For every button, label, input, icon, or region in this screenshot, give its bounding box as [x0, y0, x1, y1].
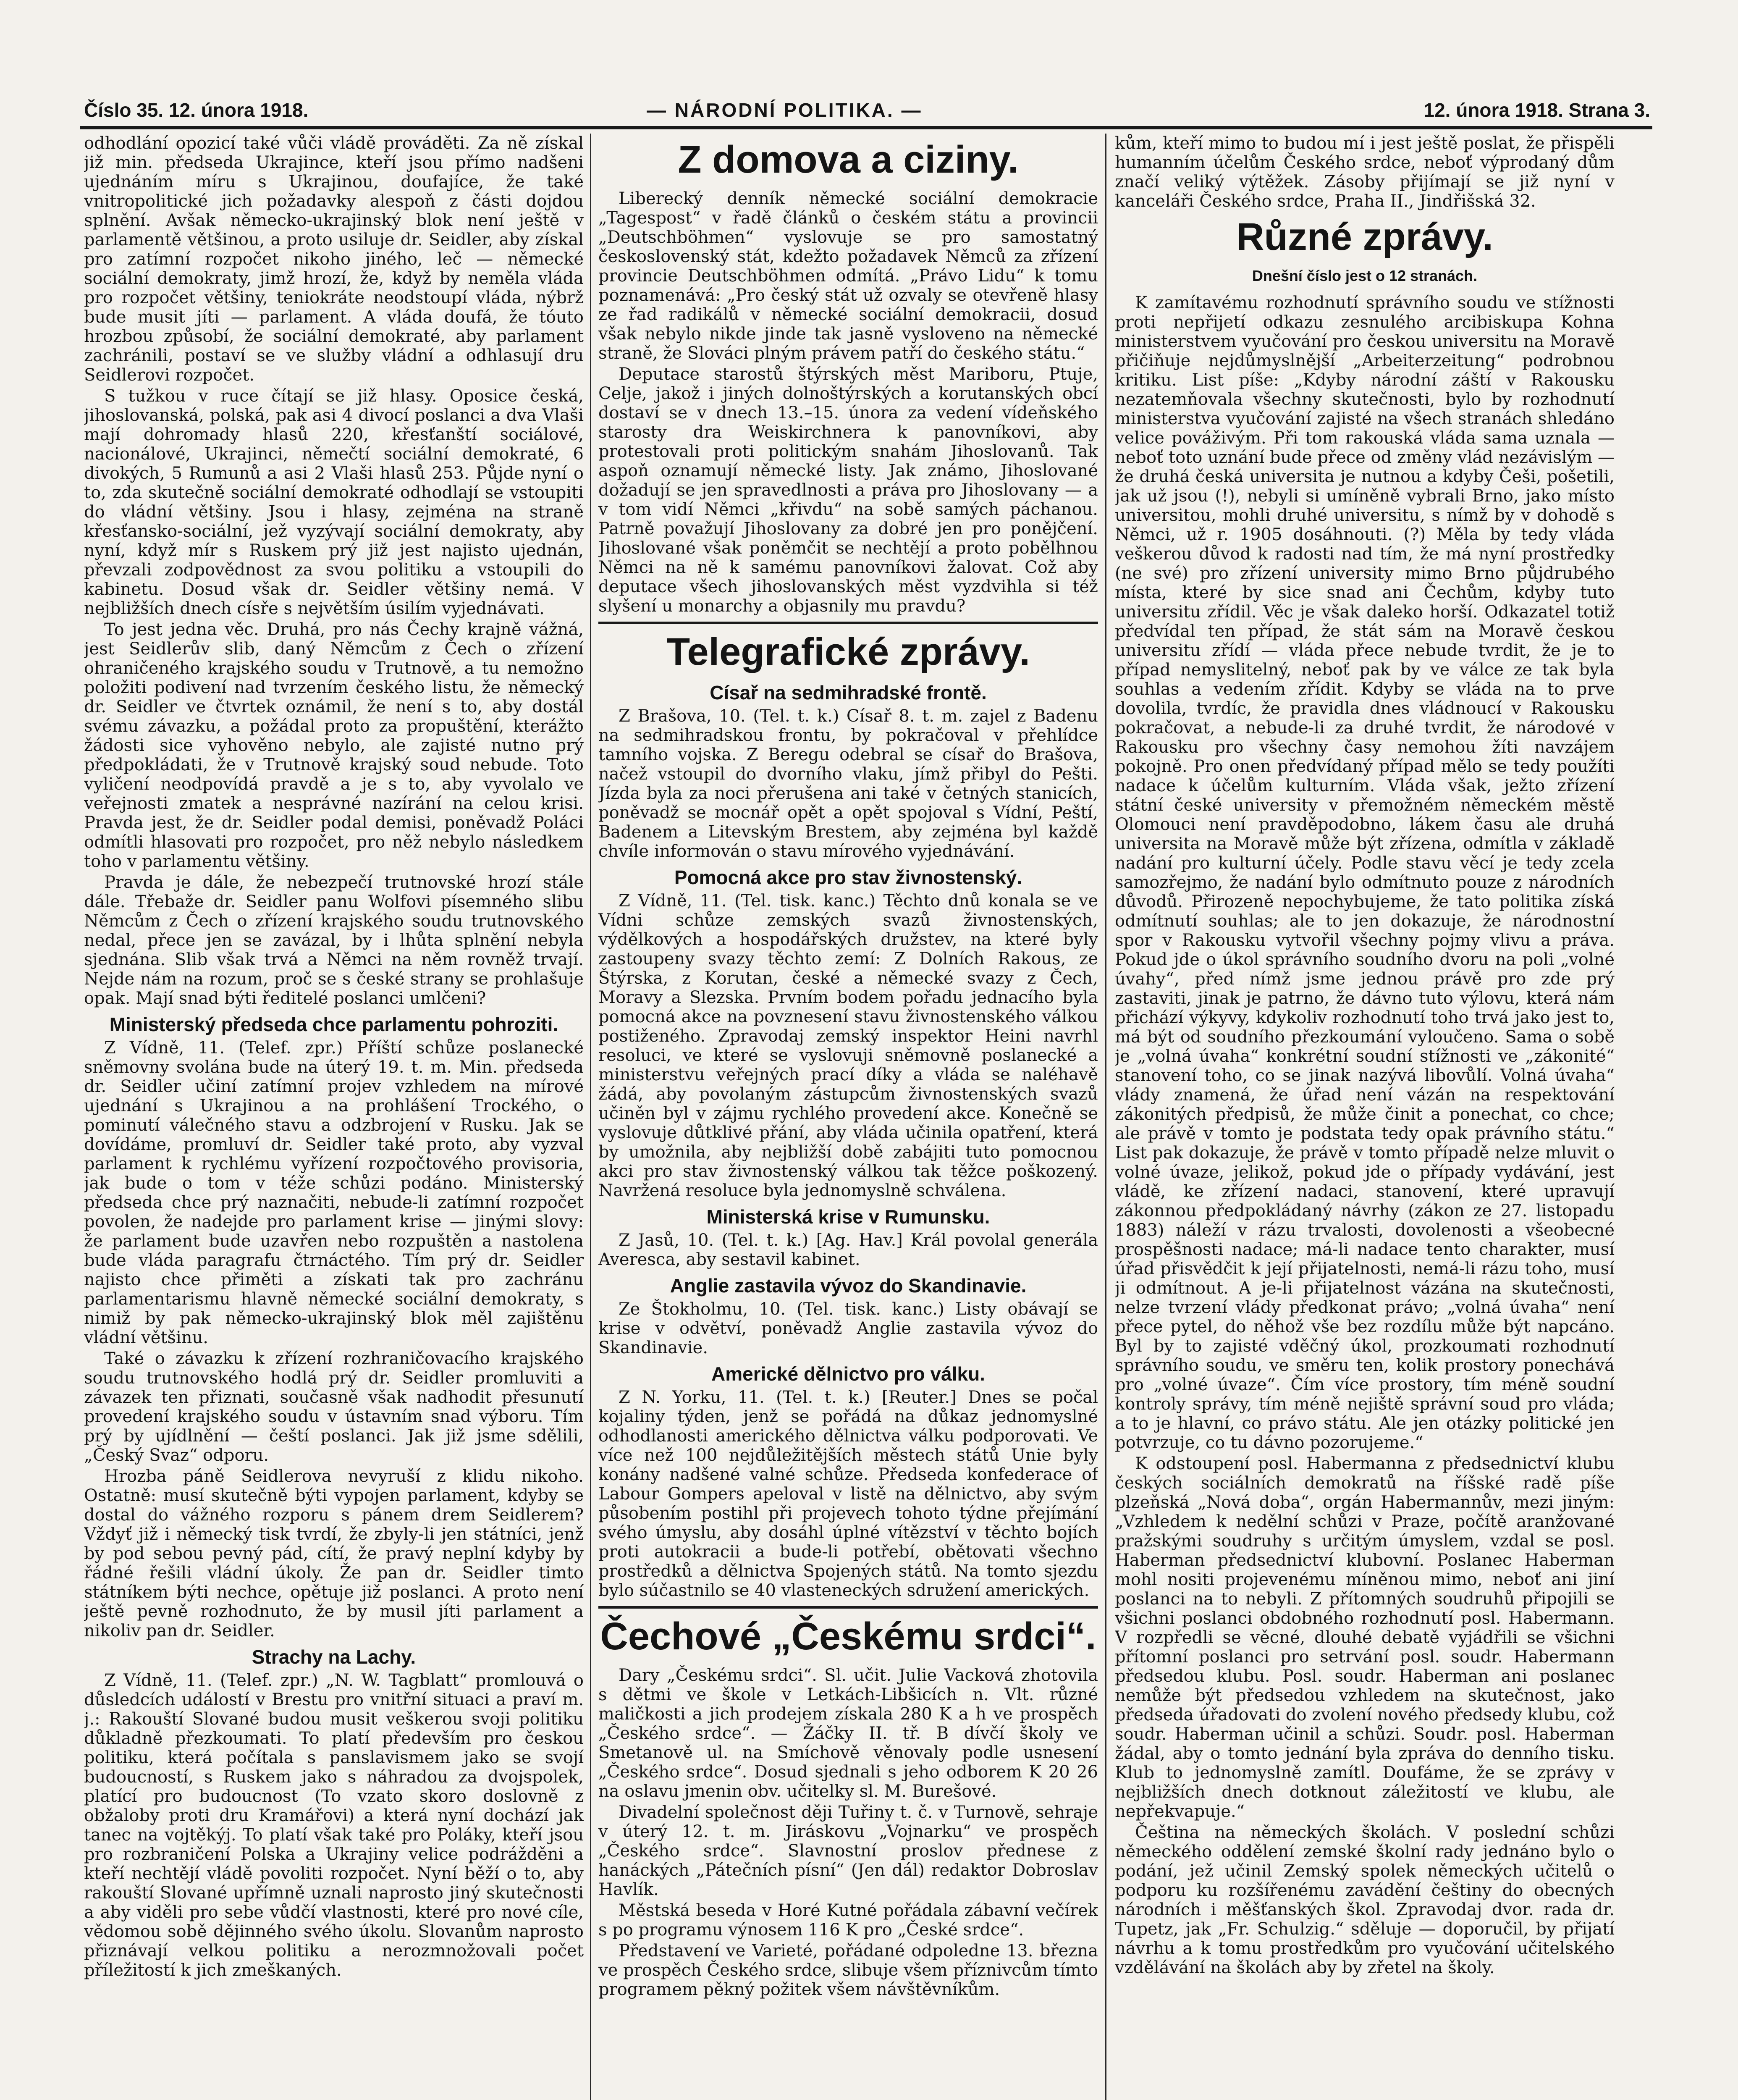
- section-title: Různé zprávy.: [1236, 215, 1493, 258]
- section-title: Z domova a ciziny.: [678, 138, 1019, 181]
- paragraph: Dary „Českému srdci“. Sl. učit. Julie Vacková zhotovila s dětmi ve škole v Letkách-Libšicích n. Vlt. různé maličkosti a jich prodejem získala 280 K a h ve prospěch „Českého srdce“. — Žáčky II. tř. B dívčí školy ve Smetanově ul. na Smíchově věnovaly podle usnesení „Českého srdce“. Dosud sjednali s jeho odborem K 20 26 na oslavu jmenin obv. učitelky sl. M. Burešové.: [598, 1666, 1098, 1801]
- column-2: [598, 134, 1098, 2100]
- column-divider: [590, 134, 591, 2100]
- paragraph: K odstoupení posl. Habermanna z předsednictví klubu českých sociálních demokratů na říšské radě píše plzeňská „Nová doba“, orgán Habermannův, mezi jiným: „Vzhledem k nedělní schůzi v Praze, počítě aranžované pražskými soudruhy s určitým úmyslem, vzdal se posl. Haberman předsednictví klubovní. Poslanec Haberman mohl nositi projevenému míněnou mimo, neboť ani jiní poslanci na to nebyli. Z přítomných soudruhů připojili se všichni poslanci obdobného rozhodnutí posl. Habermann. V rozpředli se věcné, dlouhé debatě vyjádřili se všichni přítomní poslanci pro setrvání posl. soudr. Habermann předsedou klubu. Posl. soudr. Haberman ani poslanec nemůže být předsedou vzhledem na skutečnost, jako předseda úřadovati do zvolení nového předsedy klubu, což soudr. Haberman učinil a schůzi. Soudr. posl. Haberman žádal, aby o tomto jednání byla zpráva do denního tisku. Klub to jednomyslně zamítl. Doufáme, že se zprávy v nejbližších dnech dotknout záležitostí ve klubu, ale nepřekvapuje.“: [1115, 1454, 1615, 1821]
- paragraph: Představení ve Varieté, pořádané odpoledne 13. března ve prospěch Českého srdce, slibuje všem příznivcům tímto programem pěkný požitek všem návštěvníkům.: [598, 1941, 1098, 1999]
- paragraph: To jest jedna věc. Druhá, pro nás Čechy krajně vážná, jest Seidlerův slib, daný Němcům z Čech o zřízení ohraničeného krajského soudu v Trutnově, a tu nemožno položiti podivení nad tvrzením českého listu, že německý dr. Seidler ve čtvrtek oznámil, že není s to, aby dostál svému závazku, a požádal proto za propuštění, kterážto žádosti sice vyhověno nebylo, ale zajisté nutno prý předpokládati, že v Trutnově krajský soud nebude. Toto vyličení neodpovídá pravdě a je s to, aby vyvolalo ve veřejnosti zmatek a nesprávné nazírání na celou krisi. Pravda jest, že dr. Seidler podal demisi, poněvadž Poláci odmítli hlasovati pro rozpočet, pro něž nebylo následkem toho v parlamentu většiny.: [84, 620, 584, 871]
- paragraph: Ze Štokholmu, 10. (Tel. tisk. kanc.) Listy obávají se krise v odvětví, poněvadž Anglie zastavila vývoz do Skandinavie.: [598, 1299, 1098, 1357]
- section-rule: [598, 1606, 1098, 1609]
- paragraph: Hrozba páně Seidlerova nevyruší z klidu nikoho. Ostatně: musí skutečně býti vypojen parlament, kdyby se dostal do vážného rozporu s pánem drem Seidlerem? Vždyť již i německý tisk tvrdí, že zbyly-li jen státníci, jenž by pod sebou pevný pád, cítí, že pravý neplní kdyby by řádné řešili vládní úkoly. Že pan dr. Seidler timto státníkem býti nechce, opětuje již poslanci. A proto není ještě pevně rozhodnuto, že by musil jíti parlament a nikoliv pan dr. Seidler.: [84, 1467, 584, 1641]
- issue-note: Dnešní číslo jest o 12 stranách.: [1252, 267, 1478, 284]
- section-rule: [598, 622, 1098, 624]
- article-heading: Americké dělnictvo pro válku.: [711, 1363, 985, 1385]
- article-heading: Pomocná akce pro stav živnostenský.: [674, 866, 1022, 888]
- column-3: [1115, 134, 1615, 2100]
- paragraph: Čeština na německých školách. V poslední schůzi německého oddělení zemské školní rady jednáno bylo o podání, jež učinil Zemský spolek německých učitelů o podporu ku rozšířenému zavádění češtiny do obecných národních i měšťanských škol. Zpravodaj dvor. rada dr. Tupetz, jak „Fr. Schulzig.“ sděluje — doporučil, by přijatí návrhu a k tomu prostředkům pro vyučování učitelského vzdělávání na školách aby by zřetel na školy.: [1115, 1823, 1615, 1977]
- issue-info: Číslo 35. 12. února 1918.: [84, 99, 309, 121]
- paragraph: Z Vídně, 11. (Telef. zpr.) „N. W. Tagblatt“ promlouvá o důsledcích událostí v Brestu pro vnitřní situaci a praví m. j.: Rakouští Slované budou musit veškerou svoji politiku důkladně přezkoumati. To platí především pro českou politiku, která počítala s panslavismem jako se svojí budoucností, s Ruskem jako s náhradou za dvojspolek, platící pro budoucnost (To vzato skoro doslovně z obžaloby proti dru Kramářovi) a která nyní dochází jak tanec na vojtěkýj. To platí však také pro Poláky, kteří jsou pro rozbraničení Polska a Ukrajiny velice podrážděni a kteří nechtějí vládě povoliti rozpočet. Nyní běží o to, aby rakouští Slované upřímně uznali naprosto jiný skutečnosti a aby viděli pro sebe vůdčí vlastnosti, které pro nové cíle, vědomou sobě dějinného svého úkolu. Slovanům naprosto přiznávají velkou politiku a nerozmnožovali počet příležitostí k jich zmeškaných.: [84, 1671, 584, 1980]
- column-1: [84, 134, 584, 2100]
- paragraph: Z Jasů, 10. (Tel. t. k.) [Ag. Hav.] Král povolal generála Averesca, aby sestavil kabinet.: [598, 1231, 1098, 1269]
- paragraph: Liberecký denník německé sociální demokracie „Tagespost“ v řadě článků o českém státu a provincii „Deutschböhmen“ vyslovuje se pro samostatný československý stát, kdežto požadavek Němců za zřízení provincie Deutschböhmen odmítá. „Právo Lidu“ k tomu poznamenává: „Pro český stát už ozvaly se otevřeně hlasy ze řad radikálů v německé sociální demokracii, dosud však nebylo nikde jinde tak jasně vysloveno na německé straně, že Slováci plným právem patří do českého státu.“: [598, 189, 1098, 363]
- paragraph: Také o závazku k zřízení rozhraničovacího krajského soudu trutnovského hodlá prý dr. Seidler promluviti a závazek ten přiznati, současně však nadhodit přesunutí provedení krajského soudu v ústavním snad výboru. Tím prý by ujídlnění — čeští poslanci. Jak již jsme sdělili, „Český Svaz“ odporu.: [84, 1349, 584, 1465]
- article-heading: Strachy na Lachy.: [252, 1646, 416, 1668]
- paragraph: Z N. Yorku, 11. (Tel. t. k.) [Reuter.] Dnes se počal kojaliny týden, jenž se pořádá na důkaz jednomyslné odhodlanosti amerického dělnictva válku podporovati. Ve více než 100 nejdůležitějších městech států Unie byly konány nadšené valné schůze. Předseda konfederace of Labour Gompers apeloval v listě na dělnictvo, aby svým působením postihl při projevech tohoto týdne přejímání svého úmyslu, aby dosáhl úplné vítězství v těchto bojích proti autokracii a bude-li potřebí, obětovati všechno prostředků a dělnictva Spojených států. Na tomto sjezdu bylo súčastnilo se 40 vlasteneckých sdružení amerických.: [598, 1388, 1098, 1600]
- article-heading: Ministerská krise v Rumunsku.: [706, 1206, 990, 1228]
- masthead: — NÁRODNÍ POLITIKA. —: [647, 99, 923, 121]
- paragraph: Pravda je dále, že nebezpečí trutnovské hrozí stále dále. Třebaže dr. Seidler panu Wolfovi písemného slibu Němcům z Čech o zřízení krajského soudu trutnovského nedal, přece jen se zavázal, by i lhůta splnění nebyla sjednána. Slib však trvá a Němci na něm rovněž trvají. Nejde nám na rozum, proč se s české strany se prohlašuje opak. Mají snad býti ředitelé poslanci umlčeni?: [84, 873, 584, 1008]
- paragraph: Městská beseda v Horé Kutné pořádala zábavní večírek s po programu výnosem 116 K pro „České srdce“.: [598, 1901, 1098, 1940]
- article-heading: Anglie zastavila vývoz do Skandinavie.: [670, 1275, 1027, 1297]
- date-page-info: 12. února 1918. Strana 3.: [1423, 99, 1650, 121]
- header-rule: [80, 126, 1652, 129]
- paragraph: Z Vídně, 11. (Tel. tisk. kanc.) Těchto dnů konala se ve Vídni schůze zemských svazů živnostenských, výdělkových a hospodářských družstev, na které byly zastoupeny svazy těchto zemí: Z Dolních Rakous, ze Štýrska, z Korutan, české a německé svazy z Čech, Moravy a Slezska. Prvním bodem pořadu jednacího byla pomocná akce na povznesení stavu živnostenského válkou postiženého. Zpravodaj zemský inspektor Heini navrhl resoluci, ve které se vyslovuji sněmovně poslanecké a ministerstvu veřejných prací díky a vláda se naléhavě žádá, aby povolaným zástupcům živnostenských svazů učiněn byl v zájmu rychlého provedení akce. Konečně se vyslovuje důtklivé přání, aby vláda učinila opatření, která by umožnila, aby nejbližší době zabájiti tuto pomocnou akci pro stav živnostenský válkou tak těžce poškozený. Navržená resoluce byla jednomyslně schválena.: [598, 891, 1098, 1200]
- column-divider: [1105, 134, 1106, 2100]
- paragraph: S tužkou v ruce čítají se již hlasy. Oposice česká, jihoslovanská, polská, pak asi 4 divocí poslanci a dva Vlaši mají dohromady hlasů 220, křesťanští sociálové, nacionálové, Ukrajinci, němečtí sociální demokraté, 6 divokých, 5 Rumunů a asi 2 Vlaši hlasů 253. Půjde nyní o to, zda skutečně sociální demokraté odhodlají se vstoupiti do vládní většiny. Jsou i hlasy, zejména na straně křesťansko-sociální, jež vyzývají sociální demokraty, aby nyní, když mír s Ruskem prý již jest najisto ujednán, převzali zodpovědnost za svou politiku a vstoupili do kabinetu. Dosud však dr. Seidler většiny nemá. V nejbližších dnech císře s největším úsilím vyjednávati.: [84, 386, 584, 618]
- paragraph: Divadelní společnost ději Tuřiny t. č. v Turnově, sehraje v úterý 12. t. m. Jiráskovu „Vojnarku“ ve prospěch „Českého srdce“. Slavnostní proslov přednese z hanáckých „Pátečních písní“ (Jen dál) redaktor Dobroslav Havlík.: [598, 1803, 1098, 1899]
- paragraph: Z Brašova, 10. (Tel. t. k.) Císař 8. t. m. zajel z Badenu na sedmihradskou frontu, by pokračoval v přehlídce tamního vojska. Z Beregu odebral se císař do Brašova, načež vstoupil do dvorního vlaku, jímž přibyl do Pešti. Jízda byla za noci přerušena ani také v četných stanicích, poněvadž se mocnář opět a opět spojoval s Vídní, Peští, Badenem a Litevským Brestem, aby zejména byl každě chvíle informován o stavu mírového vyjednávání.: [598, 706, 1098, 861]
- paragraph: odhodlání opozicí také vůči vládě prováděti. Za ně získal již min. předseda Ukrajince, kteří jsou přímo nadšeni ujednáním míru s Ukrajinou, doufajíce, že také vnitropolitické jich požadavky alespoň z části dojdou splnění. Avšak německo-ukrajinský blok není ještě v parlamentě většinou, a proto usiluje dr. Seidler, aby získal pro zatímní rozpočet nikoho jiného, leč — německé sociální demokraty, jimž hrozí, že, když by neměla vláda pro rozpočet většiny, teniokráte neodstoupí vláda, nýbrž bude musit jíti — parlament. A vláda doufá, že tóuto hrozbou způsobí, že sociální demokraté, aby parlament zachránili, postaví se ve služby vládní a odhlasují dru Seidlerovi rozpočet.: [84, 134, 584, 385]
- article-heading: Císař na sedmihradské frontě.: [710, 682, 987, 704]
- paragraph: Deputace starostů štýrských měst Mariboru, Ptuje, Celje, jakož i jiných dolnoštýrských a korutanských obcí dostaví se v dnech 13.–15. února za vedení vídeňského starosty dra Weiskirchnera k panovníkovi, aby protestovali proti politickým snahám Jihoslovanů. Tak aspoň oznamují německé listy. Jak známo, Jihoslované dožadují se jen spravedlnosti a práva pro Jihoslovany — a v tom vidí Němci „křivdu“ na sobě samých páchanou. Patrně považují Jihoslovany za dobré jen pro ponějčení. Jihoslované však poněmčit se nechtějí a proto pobělhnou Němci na ně k samému panovníkovi žalovat. Což aby deputace všech jihoslovanských měst vyzdvihla si též slyšení u monarchy a objasnily mu pravdu?: [598, 365, 1098, 616]
- paragraph: K zamítavému rozhodnutí správního soudu ve stížnosti proti nepřijetí odkazu zesnulého arcibiskupa Kohna ministerstvem vyučování pro českou universitu na Moravě přičiňuje nejdůmyslnější „Arbeiterzeitung“ podrobnou kritiku. List píše: „Kdyby národní záští v Rakousku nezatemňovala všechny skutečnosti, bylo by rozhodnutí ministerstva vyučování zajisté na všech stranách shledáno velice pováživým. Při tom rakouská vláda sama uznala — neboť toto uznání bude přece od změny vlád nezávislým — že druhá česká universita je nutnou a kdyby Češi, pošetili, jak už jsou (!), nebyli si umíněně vybrali Brno, jako místo universitou, mohli druhé universitu, s nímž by v dohodě s Němci, už r. 1905 dosáhnouti. (?) Měla by tedy vláda veškerou důvod k radosti nad tím, že má nyní prostředky (ne své) pro zřízení university mimo Brno půjdrubého místa, které by sice snad ani Čechům, kdyby tuto universitu zřídil. Věc je však daleko horší. Odkazatel totiž předvídal ten případ, že stát sám na Moravě českou universitu zřídí — vláda přece nebude tvrdit, že je to případ nemyslitelný, neboť pak by ve válce ze tak byla souhlas a vedením zřídit. Kdyby se vláda na to prve dovolila, tvrdíc, že pravidla dnes vládnoucí v Rakousku pokračovat, a nebude-li za druhé tvrdit, že národové v Rakousku pro všechny časy nemohou žíti navzájem pokojně. Pro onen předvídaný případ mělo se tedy použíti nadace k účelům kulturním. Vláda však, ježto zřízení státní české university v přemožném německém městě Olomouci není pravděpodobno, lákem času ale druhá universita na Moravě může být zřízena, odmítla v základě nadání pro kulturní účely. Podle stavu věcí je tedy zcela samozřejmo, že nadání bylo odmítnuto pouze z národních důvodů. Přirozeně nepochybujeme, že tato politika získá odmítnutí souhlas; ale to jen dokazuje, že národnostní spor v Rakousku vytvořil všechny pojmy vlivu a práva. Pokud jde o úkol správního soudního dvoru na poli „volné úvahy“, před nímž jsme jednou právě pro zde prý zastaviti, jinak je patrno, že dávno tuto výlovu, která nám přichází výkyvy, kdykoliv rozhodnutí toho trvá jako jest to, má být od soudního přezkoumání vyloučeno. Sama o sobě je „volná úvaha“ konkrétní soudní stížnosti ve „zákonité“ stanovení toho, co se jinak nazývá libovůlí. Volná úvaha“ vlády znamená, že úřad není vázán na respektování zákonitých předpisů, že může činit a ponechat, co chce; ale právě v tomto je podstata tedy opak právního státu.“ List pak dokazuje, že právě v tomto případě nelze mluvit o volné úvaze, jelikož, pokud jde o případy vydávání, jest vládě, ke zřízení nadaci, stanovení, které upravují zákonnou předpokládaný návrhy (zákon ze 27. listopadu 1883) náleží v rázu trvalosti, dovolenosti a všeobecné prospěšnosti nadace; má-li nadace tento charakter, musí úřad přisvědčit k její přijatelnosti, nemá-li rázu toho, musí ji odmítnout. A je-li přijatelnost vázána na skutečnosti, nelze tvrzení vlády předkonat právo; „volná úvaha“ není přece pytel, do něhož vše bez rozdílu může být napcáno. Byl by to zajisté vděčný úkol, prozkoumati rozhodnutí správního soudu, ve směru ten, kolik prostory ponechává pro „volné úvaze“. Čím více prostory, tím méně soudní kontroly správy, tím méně nejiště správní soud pro vláda; a to je hlavní, co právo státu. Ale jen otázky politické jen potvrzuje, co tu dávno pozorujeme.“: [1115, 293, 1615, 1452]
- article-heading: Ministerský předseda chce parlamentu pohroziti.: [109, 1013, 558, 1035]
- section-title: Telegrafické zprávy.: [666, 630, 1030, 673]
- section-title: Čechové „Českému srdci“.: [600, 1615, 1096, 1658]
- paragraph: Z Vídně, 11. (Telef. zpr.) Příští schůze poslanecké sněmovny svolána bude na úterý 19. t. m. Min. předseda dr. Seidler učiní zatímní projev vzhledem na mírové ujednání s Ukrajinou a na prohlášení Trockého, o pominutí válečného stavu a odzbrojení v Rusku. Jak se dovídáme, promluví dr. Seidler také proto, aby vyzval parlament k rychlému vyřízení rozpočtového provisoria, jak bude o tom v téže schůzi podáno. Ministerský předseda chce prý naznačiti, nebude-li zatímní rozpočet povolen, že nadejde pro parlament krise — jinými slovy: že parlament bude uzavřen nebo rozpuštěn a nastolena bude vláda paragrafu čtrnáctého. Tím prý dr. Seidler najisto chce přiměti a získati tak pro zachránu parlamentarismu hlavně německé sociální demokraty, s nimiž by pak německo-ukrajinský blok měl zajištěnu vládní většinu.: [84, 1038, 584, 1347]
- page-header: [84, 99, 1650, 128]
- paragraph: kům, kteří mimo to budou mí i jest ještě poslat, že přispěli humanním účelům Českého srdce, neboť výprodaný dům značí veliký výtěžek. Zásoby přijímají se již nyní v kanceláři Českého srdce, Praha II., Jindřišská 32.: [1115, 134, 1615, 211]
